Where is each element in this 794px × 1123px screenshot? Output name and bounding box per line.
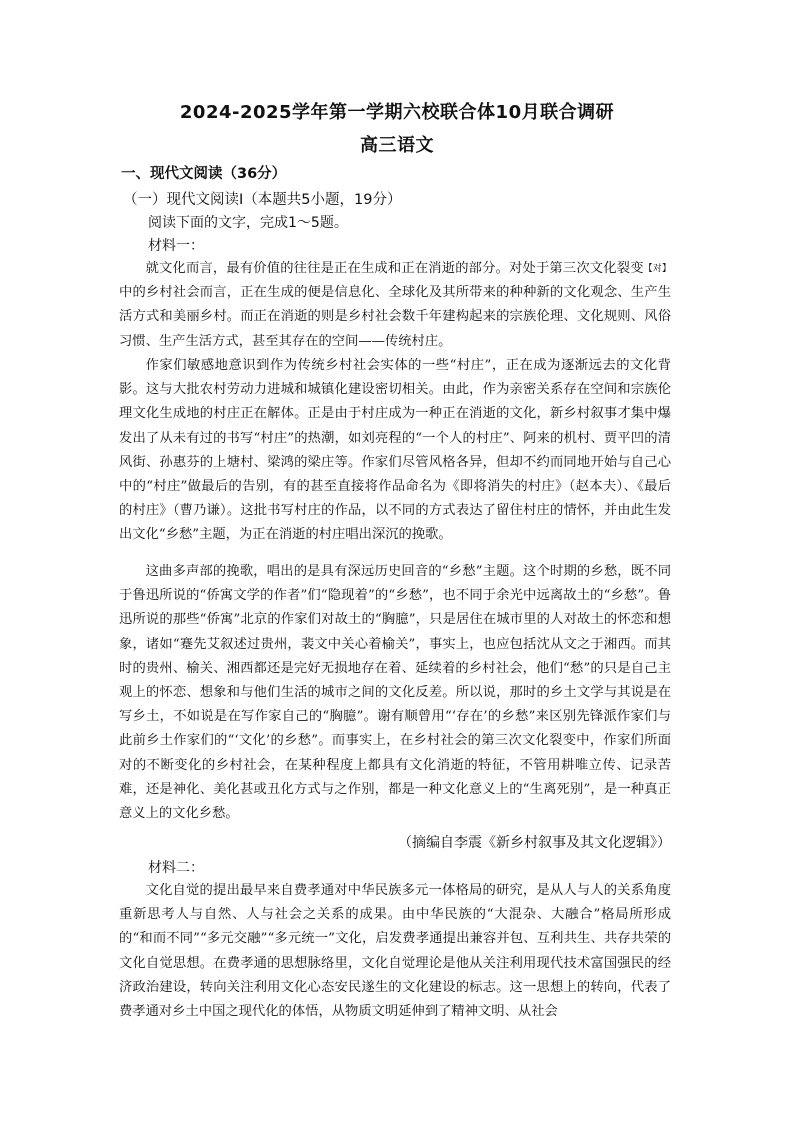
material-one-paragraph-1 [119,257,671,354]
paragraph-text: 就文化而言，最有价值的往往是正在生成和正在消逝的部分。对处于第三次文化裂变 [145,261,644,276]
material-two-paragraph-1 [119,879,671,1024]
subsection-heading: （一）现代文阅读Ⅰ（本题共5小题，19分） [123,192,402,208]
material-one-label: 材料一： [148,238,204,254]
paragraph-text: 作家们敏感地意识到作为传统乡村社会实体的一些“村庄”，正在成为逐渐远去的文化背影。这与大批农村劳动力进城和城镇化建设密切相关。由此，作为亲密关系存在空间和宗族伦理文化生成地的村庄正在解体。正是由于村庄成为一种正在消逝的文化，新乡村叙事才集中爆发出了从未有过的书写“村庄”的热潮，如刘亮程的“一个人的村庄”、阿来的机村、贾平凹的清风街、孙惠芬的上塘村、梁鸿的梁庄等。作家们尽管风格各异，但却不约而同地开始与自己心中的“村庄”做最后的告别，有的甚至直接将作品命名为《即将消失的村庄》（赵本夫）、《最后的村庄》（曹乃谦）。这批书写村庄的作品，以不同的方式表达了留住村庄的情怀，并由此生发出文化“乡愁”主题，为正在消逝的村庄唱出深沉的挽歌。 [119,358,671,543]
material-one-paragraph-2 [119,354,671,548]
material-two-label: 材料二： [148,860,204,876]
instruction-text: 阅读下面的文字，完成1～5题。 [148,215,348,231]
exam-subject: 高三语文 [360,135,434,156]
margin-tag: 【对】 [643,264,671,274]
paragraph-text: 文化自觉的提出最早来自费孝通对中华民族多元一体格局的研究，是从人与人的关系角度重新思考人与自然、人与社会之关系的成果。由中华民族的“大混杂、大融合”格局所形成的“和而不同”“多元交融”“多元统一”文化，启发费孝通提出兼容并包、互利共生、共存共荣的文化自觉思想。在费孝通的思想脉络里，文化自觉理论是他从关注利用现代技术富国强民的经济政治建设，转向关注利用文化心态安民遂生的文化建设的标志。这一思想上的转向，代表了费孝通对乡土中国之现代化的体悟，从物质文明延伸到了精神文明、从社会 [119,883,671,1020]
material-one-source: （摘编自李震《新乡村叙事及其文化逻辑》） [398,835,671,851]
material-one-paragraph-3 [119,560,671,826]
exam-title: 2024-2025学年第一学期六校联合体10月联合调研 [179,102,615,123]
section-heading: 一、现代文阅读（36分） [121,166,287,182]
paragraph-text: 中的乡村社会而言，正在生成的便是信息化、全球化及其所带来的种种新的文化观念、生产生活方式和美丽乡村。而正在消逝的则是乡村社会数千年建构起来的宗族伦理、文化规则、风俗习惯、生产生活方式，甚至其存在的空间——传统村庄。 [119,285,671,349]
paragraph-text: 这曲多声部的挽歌，唱出的是具有深远历史回音的“乡愁”主题。这个时期的乡愁，既不同于鲁迅所说的“侨寓文学的作者”们“隐现着”的“乡愁”，也不同于余光中远离故土的“乡愁”。鲁迅所说的那些“侨寓”北京的作家们对故土的“胸臆”，只是居住在城市里的人对故土的怀恋和想象，诸如“蹇先艾叙述过贵州，裴文中关心着榆关”，事实上，也应包括沈从文之于湘西。而其时的贵州、榆关、湘西都还是完好无损地存在着、延续着的乡村社会，他们“愁”的只是自己主观上的怀恋、想象和与他们生活的城市之间的文化反差。所以说，那时的乡土文学与其说是在写乡土，不如说是在写作家自己的“胸臆”。谢有顺曾用“‘存在’的乡愁”来区别先锋派作家们与此前乡土作家们的“‘文化’的乡愁”。而事实上，在乡村社会的第三次文化裂变中，作家们所面对的不断变化的乡村社会，在某种程度上都具有文化消逝的特征，不管用耕唯立传、记录苦难，还是神化、美化甚或丑化方式与之作别，都是一种文化意义上的“生离死别”，是一种真正意义上的文化乡愁。 [119,564,671,822]
